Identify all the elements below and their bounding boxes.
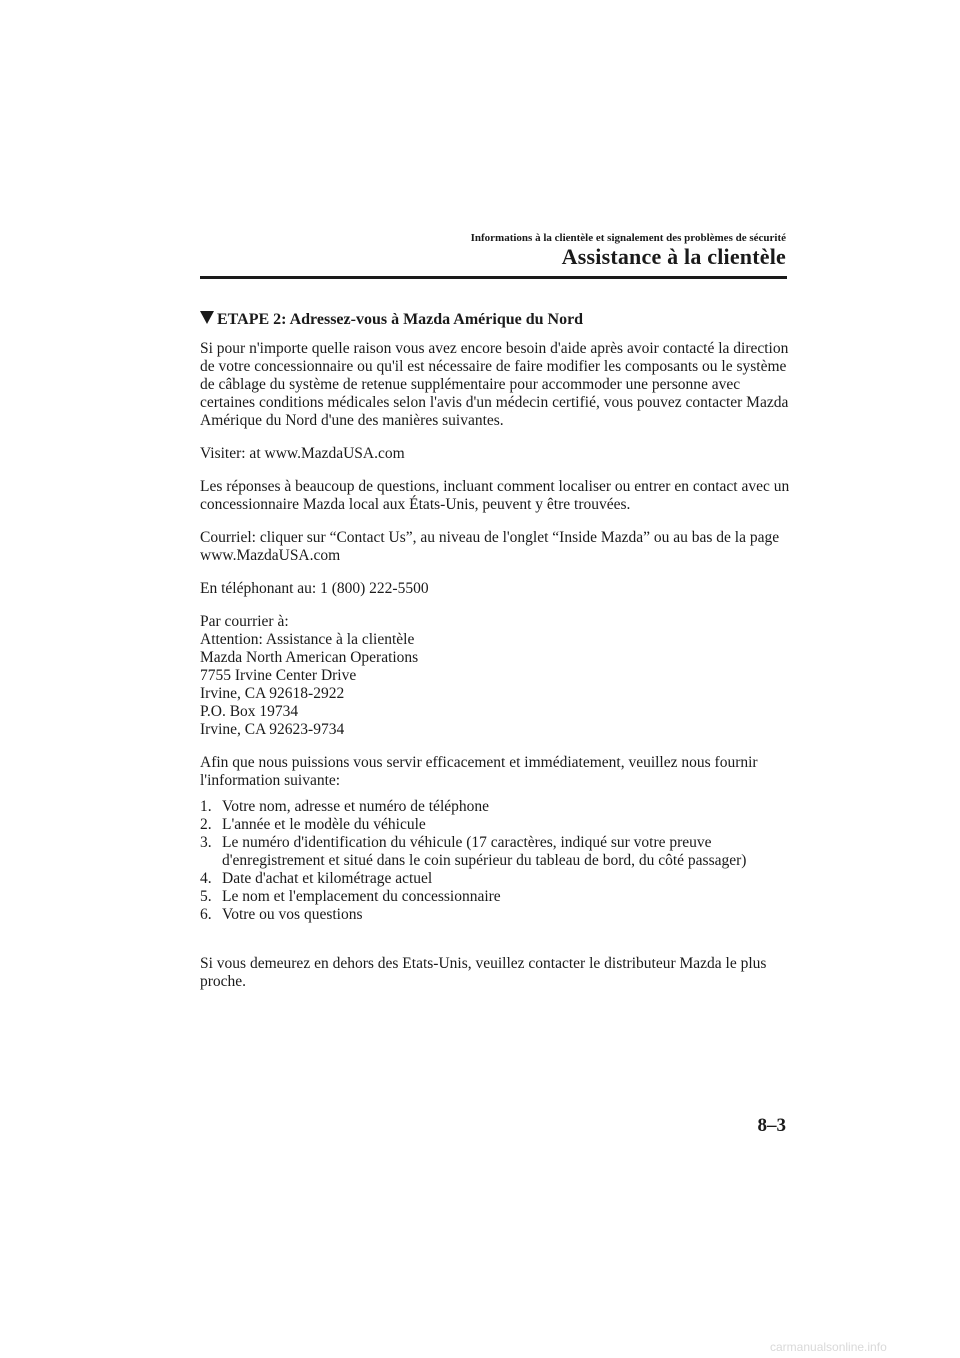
page-body [200,310,790,1006]
list-item [200,798,790,816]
list-number: 6. [200,906,212,923]
phone-line: En téléphonant au: 1 (800) 222-5500 [200,580,429,597]
watermark-text: carmanualsonline.info [770,1340,887,1354]
page-number: 8–3 [757,1115,786,1136]
list-item [200,906,790,924]
list-number: 5. [200,888,212,905]
visit-description: Les réponses à beaucoup de questions, incluant comment localiser ou entrer en contact avec un concessionnaire Mazda local aux États-Unis, peuvent y être trouvées. [200,478,790,513]
header-divider [200,276,787,279]
list-number: 3. [200,834,212,851]
address-line: P.O. Box 19734 [200,703,299,720]
list-text: Votre nom, adresse et numéro de téléphone [222,798,490,815]
list-item [200,834,790,870]
running-header-subtitle: Informations à la clientèle et signalement des problèmes de sécurité [470,232,786,244]
list-text: L'année et le modèle du véhicule [222,816,426,833]
list-text: Date d'achat et kilométrage actuel [222,870,433,887]
info-intro-paragraph: Afin que nous puissions vous servir efficacement et immédiatement, veuillez nous fournir l'information suivante: [200,754,758,789]
list-item [200,870,790,888]
email-paragraph: Courriel: cliquer sur “Contact Us”, au niveau de l'onglet “Inside Mazda” ou au bas de la page www.MazdaUSA.com [200,529,780,564]
list-item [200,816,790,834]
triangle-down-icon [200,311,214,324]
list-text: Le numéro d'identification du véhicule (17 caractères, indiqué sur votre preuve d'enregistrement et situé dans le coin supérieur du tableau de bord, du côté passager) [222,834,747,869]
section-heading-text: ETAPE 2: Adressez-vous à Mazda Amérique du Nord [217,311,584,328]
address-line: Mazda North American Operations [200,649,419,666]
running-header-title: Assistance à la clientèle [561,244,786,269]
list-item [200,888,790,906]
list-text: Le nom et l'emplacement du concessionnaire [222,888,501,905]
list-number: 1. [200,798,212,815]
address-line: 7755 Irvine Center Drive [200,667,357,684]
section-heading [200,310,790,330]
mail-address-block [200,613,790,739]
outside-us-paragraph: Si vous demeurez en dehors des Etats-Unis, veuillez contacter le distributeur Mazda le plus proche. [200,955,767,990]
visit-line: Visiter: at www.MazdaUSA.com [200,445,405,462]
list-text: Votre ou vos questions [222,906,363,923]
info-list [200,798,790,924]
address-line: Attention: Assistance à la clientèle [200,631,415,648]
spacer [200,939,790,955]
address-line: Irvine, CA 92618-2922 [200,685,345,702]
intro-paragraph: Si pour n'importe quelle raison vous avez encore besoin d'aide après avoir contacté la direction de votre concessionnaire ou qu'il est nécessaire de faire modifier les composants ou le système de câblage du système de retenue supplémentaire pour accommoder une personne avec certaines conditions médicales selon l'avis d'un médecin certifié, vous pouvez contacter Mazda Amérique du Nord d'une des manières suivantes. [200,340,789,429]
list-number: 2. [200,816,212,833]
address-line: Irvine, CA 92623-9734 [200,721,345,738]
list-number: 4. [200,870,212,887]
address-line: Par courrier à: [200,613,289,630]
